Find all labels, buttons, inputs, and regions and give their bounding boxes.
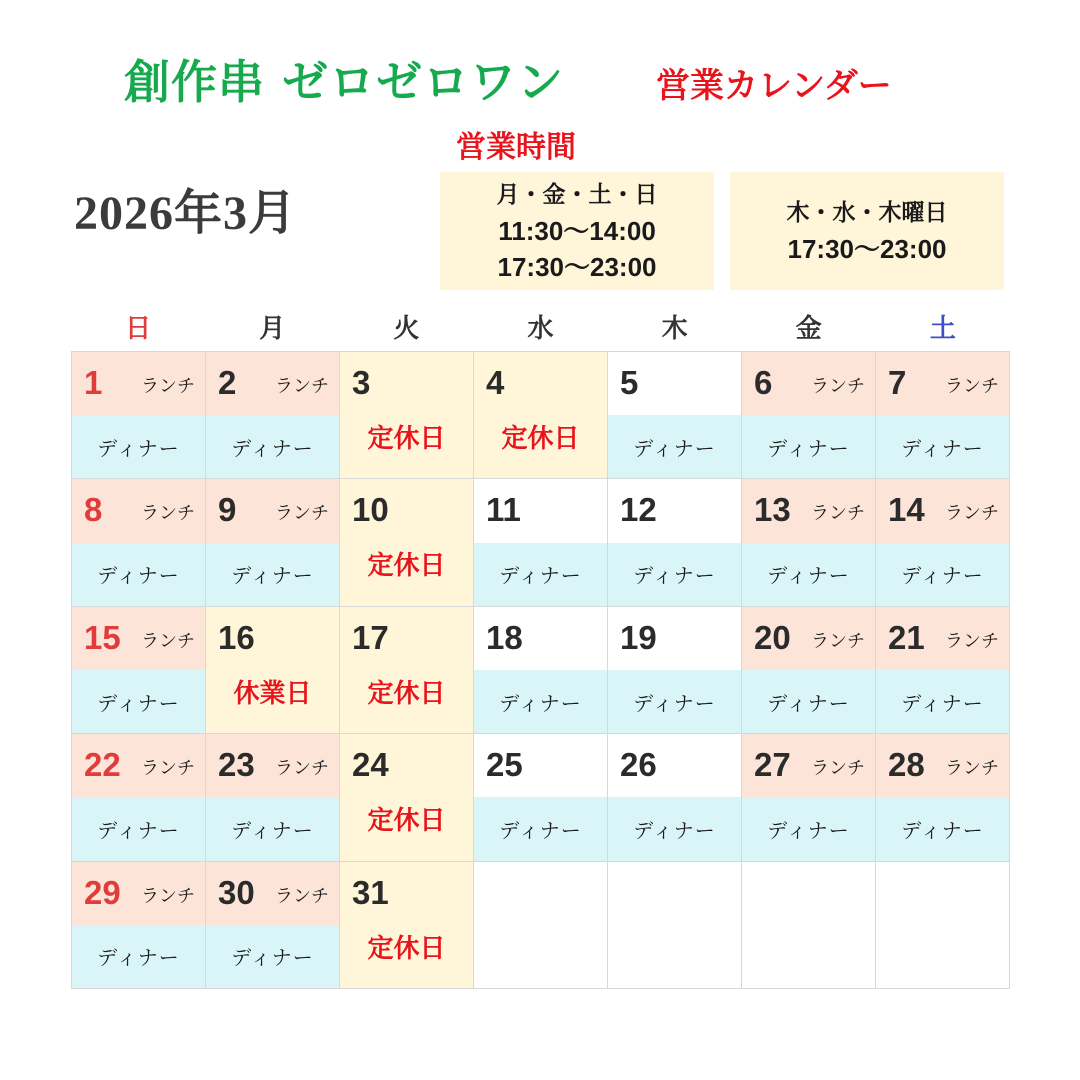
calendar-day-cell bbox=[340, 607, 474, 734]
calendar-day-cell bbox=[474, 862, 608, 989]
lunch-label: ランチ bbox=[811, 503, 865, 525]
dinner-slot bbox=[206, 797, 339, 860]
lunch-label: ランチ bbox=[945, 758, 999, 780]
calendar-day-cell bbox=[742, 862, 876, 989]
day-number: 29 bbox=[84, 873, 121, 911]
regular-holiday-label: 定休日 bbox=[367, 551, 446, 582]
dinner-slot bbox=[742, 543, 875, 606]
dinner-slot bbox=[608, 797, 741, 860]
dinner-slot bbox=[72, 925, 205, 988]
day-number: 14 bbox=[888, 491, 925, 529]
day-number: 8 bbox=[84, 491, 103, 529]
dinner-label: ディナー bbox=[97, 563, 180, 588]
day-number: 27 bbox=[754, 746, 791, 784]
dinner-slot bbox=[206, 925, 339, 988]
calendar-day-cell bbox=[742, 352, 876, 479]
calendar-day-cell bbox=[72, 862, 206, 989]
day-number: 11 bbox=[486, 491, 521, 529]
lunch-label: ランチ bbox=[945, 376, 999, 397]
dinner-label: ディナー bbox=[767, 436, 850, 461]
weekday-wed: 水 bbox=[527, 314, 554, 344]
day-number: 22 bbox=[84, 746, 121, 784]
day-number: 5 bbox=[620, 364, 639, 401]
calendar-day-cell bbox=[876, 479, 1010, 606]
shop-title: 創作串 ゼロゼロワン bbox=[124, 55, 565, 109]
day-number: 26 bbox=[620, 746, 657, 784]
day-number: 24 bbox=[352, 746, 389, 784]
calendar-day-cell bbox=[608, 607, 742, 734]
day-number: 25 bbox=[486, 746, 523, 784]
dinner-slot bbox=[474, 670, 607, 733]
hours-time-lunch: 11:30〜14:00 bbox=[498, 216, 656, 246]
day-number: 9 bbox=[218, 491, 237, 529]
dinner-slot bbox=[876, 543, 1009, 606]
day-number: 28 bbox=[888, 746, 925, 784]
calendar-day-cell bbox=[742, 479, 876, 606]
lunch-label: ランチ bbox=[141, 376, 195, 397]
dinner-slot bbox=[474, 543, 607, 606]
dinner-label: ディナー bbox=[499, 563, 582, 588]
hours-time-dinner: 17:30〜23:00 bbox=[787, 234, 947, 264]
lunch-label: ランチ bbox=[811, 376, 865, 397]
dinner-slot bbox=[742, 797, 875, 860]
dinner-slot bbox=[72, 797, 205, 860]
calendar-day-cell bbox=[72, 607, 206, 734]
dinner-slot bbox=[608, 415, 741, 478]
calendar-day-cell bbox=[206, 352, 340, 479]
dinner-slot bbox=[742, 415, 875, 478]
regular-holiday-label: 定休日 bbox=[367, 806, 446, 837]
calendar-day-cell bbox=[206, 607, 340, 734]
hours-box-lunch-dinner bbox=[440, 172, 714, 290]
calendar-day-cell bbox=[474, 479, 608, 606]
day-number: 6 bbox=[754, 364, 773, 401]
calendar-day-cell bbox=[72, 734, 206, 861]
calendar-day-cell bbox=[876, 352, 1010, 479]
lunch-label: ランチ bbox=[141, 758, 195, 780]
weekday-sat: 土 bbox=[929, 314, 956, 344]
weekday-tue: 火 bbox=[393, 314, 420, 344]
calendar-day-cell bbox=[876, 734, 1010, 861]
calendar-day-cell bbox=[474, 734, 608, 861]
weekday-sun: 日 bbox=[125, 314, 152, 344]
calendar-day-cell bbox=[608, 734, 742, 861]
lunch-label: ランチ bbox=[275, 758, 329, 780]
regular-holiday-label: 定休日 bbox=[367, 678, 446, 709]
dinner-label: ディナー bbox=[97, 691, 180, 716]
dinner-slot bbox=[608, 670, 741, 733]
dinner-slot bbox=[876, 670, 1009, 733]
calendar-day-cell bbox=[72, 479, 206, 606]
calendar-day-cell bbox=[72, 352, 206, 479]
day-number: 15 bbox=[84, 618, 121, 656]
calendar-day-cell bbox=[608, 479, 742, 606]
day-number: 7 bbox=[888, 364, 907, 401]
regular-holiday-label: 定休日 bbox=[501, 424, 580, 454]
lunch-label: ランチ bbox=[811, 758, 865, 780]
lunch-label: ランチ bbox=[141, 503, 195, 525]
dinner-label: ディナー bbox=[231, 563, 314, 588]
day-number: 19 bbox=[620, 618, 657, 656]
dinner-label: ディナー bbox=[499, 818, 582, 843]
day-number: 20 bbox=[754, 618, 791, 656]
day-number: 23 bbox=[218, 746, 255, 784]
dinner-slot bbox=[72, 670, 205, 733]
calendar-day-cell bbox=[876, 862, 1010, 989]
day-number: 10 bbox=[352, 491, 389, 529]
dinner-label: ディナー bbox=[499, 691, 582, 716]
dinner-slot bbox=[206, 415, 339, 478]
calendar-day-cell bbox=[742, 607, 876, 734]
day-number: 30 bbox=[218, 873, 255, 911]
dinner-slot bbox=[72, 415, 205, 478]
dinner-slot bbox=[608, 543, 741, 606]
calendar-day-cell bbox=[206, 479, 340, 606]
calendar-day-cell bbox=[206, 862, 340, 989]
dinner-slot bbox=[876, 797, 1009, 860]
calendar-day-cell bbox=[608, 862, 742, 989]
calendar-day-cell bbox=[742, 734, 876, 861]
business-hours-title: 営業時間 bbox=[456, 130, 576, 165]
day-number: 21 bbox=[888, 618, 925, 656]
closed-day-label: 休業日 bbox=[233, 678, 312, 709]
regular-holiday-label: 定休日 bbox=[367, 424, 446, 454]
calendar-day-cell bbox=[876, 607, 1010, 734]
hours-days: 月・金・土・日 bbox=[496, 182, 658, 208]
dinner-slot bbox=[72, 543, 205, 606]
lunch-label: ランチ bbox=[945, 503, 999, 525]
calendar-day-cell bbox=[340, 352, 474, 479]
hours-days: 木・水・木曜日 bbox=[786, 200, 948, 226]
dinner-slot bbox=[474, 797, 607, 860]
calendar-subtitle: 営業カレンダー bbox=[656, 66, 892, 106]
dinner-slot bbox=[742, 670, 875, 733]
day-number: 4 bbox=[486, 364, 505, 401]
day-number: 3 bbox=[352, 364, 371, 401]
calendar-day-cell bbox=[340, 862, 474, 989]
dinner-label: ディナー bbox=[97, 818, 180, 843]
day-number: 16 bbox=[218, 618, 255, 656]
day-number: 18 bbox=[486, 618, 523, 656]
lunch-label: ランチ bbox=[275, 885, 329, 907]
dinner-slot bbox=[206, 543, 339, 606]
lunch-label: ランチ bbox=[811, 630, 865, 652]
lunch-label: ランチ bbox=[275, 503, 329, 525]
month-label: 2026年3月 bbox=[74, 187, 298, 240]
calendar-day-cell bbox=[608, 352, 742, 479]
dinner-label: ディナー bbox=[633, 563, 716, 588]
dinner-label: ディナー bbox=[901, 563, 984, 588]
dinner-label: ディナー bbox=[97, 945, 180, 970]
regular-holiday-label: 定休日 bbox=[367, 933, 446, 964]
dinner-label: ディナー bbox=[231, 436, 314, 461]
dinner-label: ディナー bbox=[901, 436, 984, 461]
calendar-day-cell bbox=[340, 479, 474, 606]
dinner-label: ディナー bbox=[231, 945, 314, 970]
dinner-label: ディナー bbox=[633, 436, 716, 461]
day-number: 1 bbox=[84, 364, 103, 401]
lunch-label: ランチ bbox=[945, 630, 999, 652]
lunch-label: ランチ bbox=[141, 885, 195, 907]
dinner-label: ディナー bbox=[901, 691, 984, 716]
weekday-header bbox=[71, 310, 1010, 348]
calendar-day-cell bbox=[474, 607, 608, 734]
dinner-label: ディナー bbox=[901, 818, 984, 843]
calendar-grid bbox=[71, 351, 1010, 989]
dinner-label: ディナー bbox=[767, 818, 850, 843]
hours-box-dinner-only bbox=[730, 172, 1004, 290]
day-number: 13 bbox=[754, 491, 791, 529]
calendar-day-cell bbox=[474, 352, 608, 479]
hours-time-dinner: 17:30〜23:00 bbox=[497, 252, 657, 282]
lunch-label: ランチ bbox=[141, 630, 195, 652]
dinner-label: ディナー bbox=[767, 691, 850, 716]
dinner-slot bbox=[876, 415, 1009, 478]
calendar-day-cell bbox=[206, 734, 340, 861]
dinner-label: ディナー bbox=[231, 818, 314, 843]
day-number: 12 bbox=[620, 491, 657, 529]
day-number: 31 bbox=[352, 873, 389, 911]
dinner-label: ディナー bbox=[767, 563, 850, 588]
weekday-thu: 木 bbox=[661, 314, 688, 344]
weekday-mon: 月 bbox=[259, 314, 286, 344]
dinner-label: ディナー bbox=[633, 818, 716, 843]
day-number: 17 bbox=[352, 618, 389, 656]
dinner-label: ディナー bbox=[633, 691, 716, 716]
dinner-label: ディナー bbox=[97, 436, 180, 461]
lunch-label: ランチ bbox=[275, 376, 329, 397]
calendar-day-cell bbox=[340, 734, 474, 861]
day-number: 2 bbox=[218, 364, 237, 401]
weekday-fri: 金 bbox=[795, 314, 822, 344]
